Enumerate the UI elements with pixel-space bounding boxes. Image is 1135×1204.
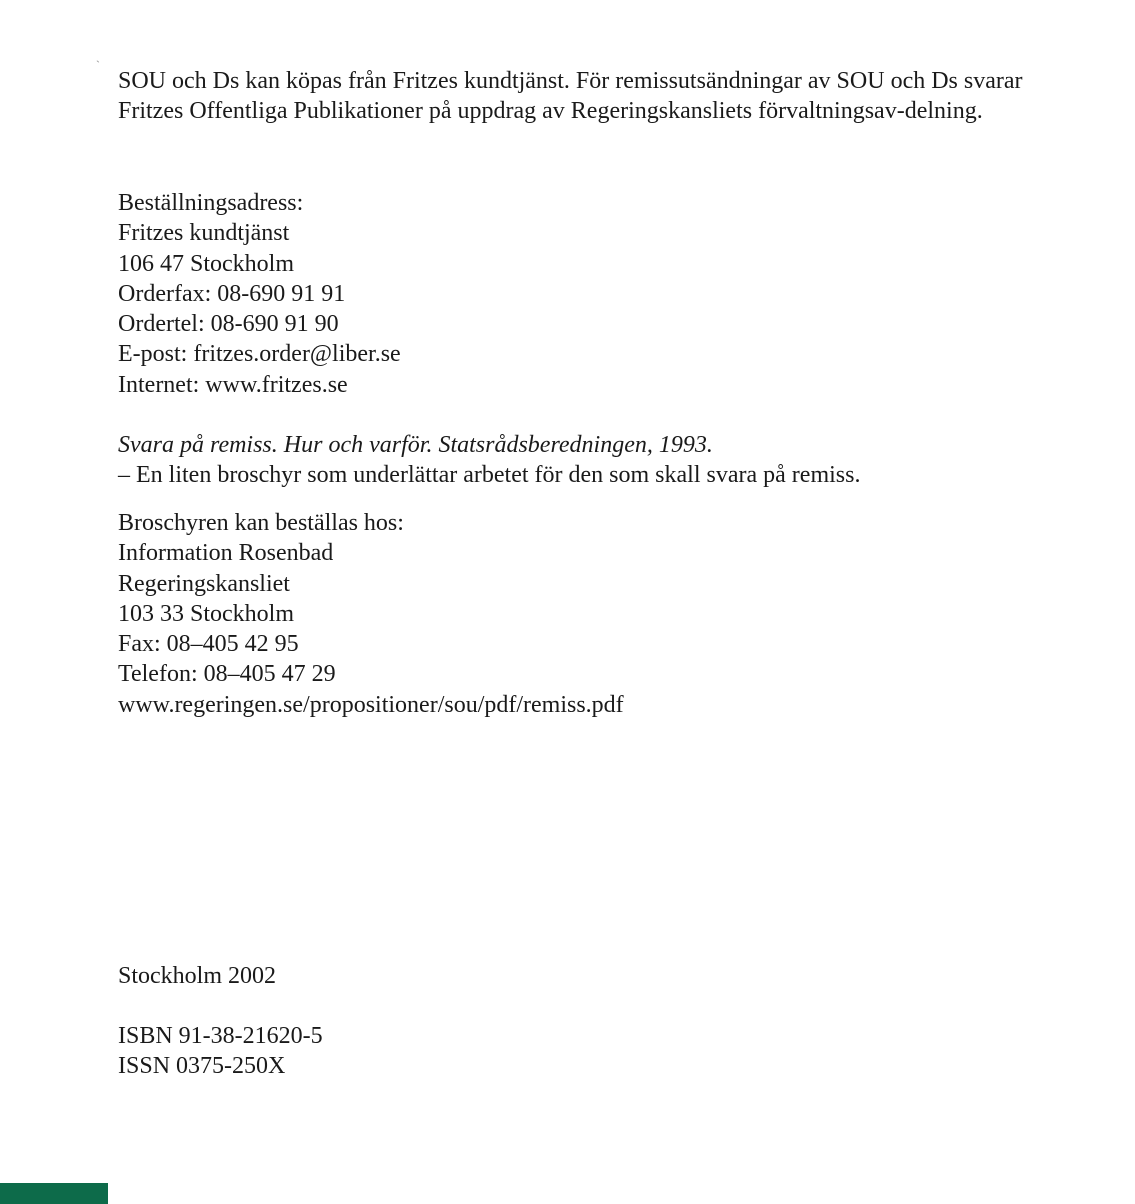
order-phone: Ordertel: 08-690 91 90 [118,311,339,338]
brochure-org: Information Rosenbad [118,540,334,567]
order-name: Fritzes kundtjänst [118,220,290,247]
order-fax: Orderfax: 08-690 91 91 [118,280,346,307]
brochure-fax: Fax: 08–405 42 95 [118,631,299,658]
remiss-description: – En liten broschyr som underlättar arbetet för den som skall svara på remiss. [118,462,861,489]
issn: ISSN 0375-250X [118,1053,286,1080]
brochure-order-block [118,508,624,720]
order-web: Internet: www.fritzes.se [118,371,348,398]
brochure-dept: Regeringskansliet [118,570,290,597]
brochure-postal: 103 33 Stockholm [118,600,295,627]
order-postal: 106 47 Stockholm [118,250,295,277]
remiss-publication-block [118,430,860,491]
remiss-title: Svara på remiss. Hur och varför. Statsrådsberedningen, 1993. [118,432,713,458]
footer-color-bar [0,1183,108,1204]
brochure-heading: Broschyren kan beställas hos: [118,510,404,536]
place-year: Stockholm 2002 [118,963,277,989]
isbn: ISBN 91-38-21620-5 [118,1023,323,1049]
brochure-url: www.regeringen.se/propositioner/sou/pdf/remiss.pdf [118,691,624,718]
intro-paragraph: SOU och Ds kan köpas från Fritzes kundtjänst. För remissutsändningar av SOU och Ds svarar Fritzes Offentliga Publikationer på uppdrag av Regeringskansliets förvaltningsav-delning. [118,68,1023,124]
imprint-place-year [118,961,276,991]
order-heading: Beställningsadress: [118,190,304,216]
brochure-phone: Telefon: 08–405 47 29 [118,661,336,688]
scan-artifact-mark: ` [96,58,100,72]
publication-codes [118,1021,323,1082]
order-email: E-post: fritzes.order@liber.se [118,341,401,368]
order-address-block [118,188,401,400]
